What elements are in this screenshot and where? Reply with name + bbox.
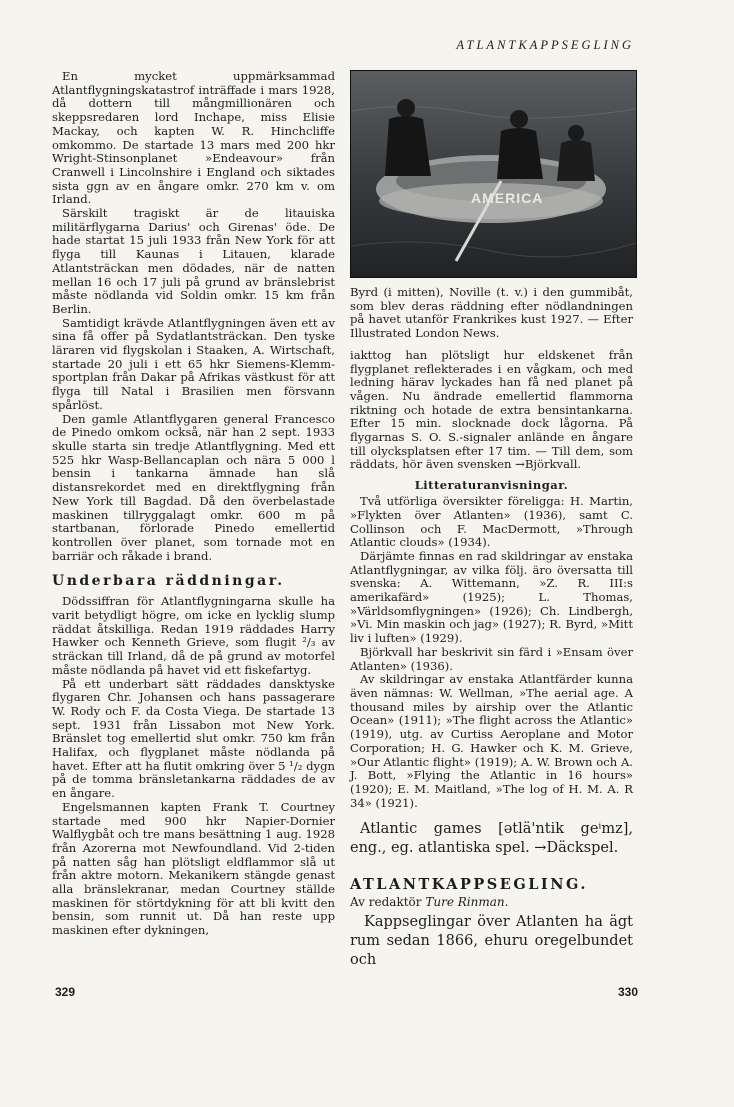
photo-caption <box>350 286 633 341</box>
section-heading: Underbara räddningar. <box>52 573 285 590</box>
lede-text: Kappseglingar över Atlanten ha ägt rum sedan 1866, ehuru oregelbundet och <box>350 914 633 969</box>
caption-text: Byrd (i mitten), Noville (t. v.) i den gummibåt, som blev deras räddning efter nödlandningen på havet utanför Frankrikes kust 1927. — Efter Illustrated London News. <box>350 285 633 341</box>
body-paragraph: Engelsmannen kapten Frank T. Courtney startade med 900 hkr Napier-Dornier Walflygbåt och tre mans besättning 1 aug. 1928 från Azorerna mot Newfoundland. Vid 2-tiden på natten såg han plötsligt eldflammor slå ut från aktre motorn. Mekanikern stängde genast alla bränslekranar, medan Courtney ställde maskinen för störtdykning för att bli kvitt den bensin, som runnit ut. Då han reste upp maskinen efter dykningen, <box>52 799 335 938</box>
body-paragraph: Särskilt tragiskt är de litauiska militärflygarna Darius' och Girenas' öde. De hade startat 15 juli 1933 från New York för att flyga till Kaunas i Litauen, klarade Atlantsträckan men dödades, när de natten mellan 16 och 17 juli på grund av bränslebrist måste nödlanda vid Soldin omkr. 15 km från Berlin. <box>52 206 335 316</box>
body-paragraph: På ett underbart sätt räddades dansktyske flygaren Chr. Johansen och hans passagerare W. Rody och F. da Costa Viega. De startade 13 sept. 1931 från Lissabon mot New York. Bränslet tog emellertid slut omkr. 750 km från Halifax, och flygplanet måste nödlanda på havet. Efter att ha flutit omkring över 5 ¹/₂ dygn på de tomma bränsletankarna räddades de av en ångare. <box>52 676 335 801</box>
entry-text: Atlantic games [ətlä'ntik geⁱmz], eng., eg. atlantiska spel. →Däckspel. <box>350 821 633 857</box>
body-paragraph: Därjämte finnas en rad skildringar av enstaka Atlantflygningar, av vilka följ. äro översatta till svenska: A. Wittemann, »Z. R. III:s amerikafärd» (1925); L. Thomas, »Världsomflygningen» (1926); Ch. Lindbergh, »Vi. Min maskin och jag» (1927); R. Byrd, »Mitt liv i luften» (1929). <box>350 548 633 646</box>
body-paragraph: Björkvall har beskrivit sin färd i »Ensam över Atlanten» (1936). <box>350 644 633 673</box>
continuation-block <box>350 349 633 472</box>
article-lede <box>350 913 633 970</box>
running-head: ATLANTKAPPSEGLING <box>456 38 634 52</box>
right-column <box>350 70 633 970</box>
body-paragraph: Den gamle Atlantflygaren general Francesco de Pinedo omkom också, när han 2 sept. 1933 skulle starta sin tredje Atlantflygning. Med ett 525 hkr Wasp-Bellancaplan och nära 5 000 l bensin i tankarna ämnade han slå distansrekordet med en direktflygning från New York till Bagdad. Då den överbelastade maskinen tillryggalagt omkr. 600 m på startbanan, förlorade Pinedo emellertid kontrollen över planet, som tornade mot en barriär och råkade i brand. <box>52 411 335 563</box>
literature-heading: Litteraturanvisningar. <box>414 478 569 493</box>
page-number-left: 329 <box>55 985 76 999</box>
article-title: ATLANTKAPPSEGLING. <box>350 876 588 894</box>
dictionary-entry <box>350 820 633 858</box>
raft-lettering: AMERICA <box>471 190 544 206</box>
byline <box>350 895 633 909</box>
byline-author: Ture Rinman. <box>425 895 509 910</box>
body-paragraph: iakttog han plötsligt hur eldskenet från flygplanet reflekterades i en vågkam, och med ledning härav lyckades han få ned planet på vågen. Nu ändrade emellertid flammorna riktning och hotade de extra bensintankarna. Efter 15 min. slocknade dock lågorna. På flygarnas S. O. S.-signaler anlände en ångare till olycksplatsen efter 17 tim. — Till dem, som räddats, hör även svensken →Björkvall. <box>350 347 633 472</box>
article-header <box>350 876 633 909</box>
body-paragraph: Dödssiffran för Atlantflygningarna skulle ha varit betydligt högre, om icke en lycklig slump räddat åtskilliga. Redan 1919 räddades Harry Hawker och Kenneth Grieve, som flugit ²/₃ av sträckan till Irland, då de på grund av motorfel måste nödlanda på havet vid ett fiskefartyg. <box>52 594 335 677</box>
page-number-right: 330 <box>618 985 639 999</box>
rescue-photo-illustration <box>351 71 636 277</box>
left-column <box>52 70 335 938</box>
body-paragraph: Två utförliga översikter föreligga: H. Martin, »Flykten över Atlanten» (1936), samt C. Collinson och F. MacDermott, »Through Atlantic clouds» (1934). <box>350 494 633 550</box>
rescue-photo <box>350 70 637 278</box>
body-paragraph: Samtidigt krävde Atlantflygningen även ett av sina få offer på Sydatlantsträckan. Den tyske läraren vid flygskolan i Staaken, A. Wirtschaft, startade 20 juli i ett 65 hkr Siemens-Klemm-sportplan från Dakar på Afrikas västkust för att flyga till Natal i Brasilien men försvann spårlöst. <box>52 315 335 412</box>
byline-prefix: Av redaktör <box>350 895 422 910</box>
body-paragraph: Av skildringar av enstaka Atlantfärder kunna även nämnas: W. Wellman, »The aerial age. A thousand miles by airship over the Atlantic Ocean» (1911); »The flight across the Atlantic» (1919), utg. av Curtiss Aeroplane and Motor Corporation; H. G. Hawker och K. M. Grieve, »Our Atlantic flight» (1919); A. W. Brown och A. J. Bott, »Flying the Atlantic in 16 hours» (1920); E. M. Maitland, »The log of H. M. A. R 34» (1921). <box>350 672 633 810</box>
body-paragraph: En mycket uppmärksammad Atlantflygningskatastrof inträffade i mars 1928, då dottern till mångmillionären och skeppsredaren lord Inchape, miss Elisie Mackay, och kapten W. R. Hinchcliffe omkommo. De startade 13 mars med 200 hkr Wright-Stinsonplanet »Endeavour» från Cranwell i Lincolnshire i England och siktades sista ggn av en ångare omkr. 270 km v. om Irland. <box>52 69 335 207</box>
